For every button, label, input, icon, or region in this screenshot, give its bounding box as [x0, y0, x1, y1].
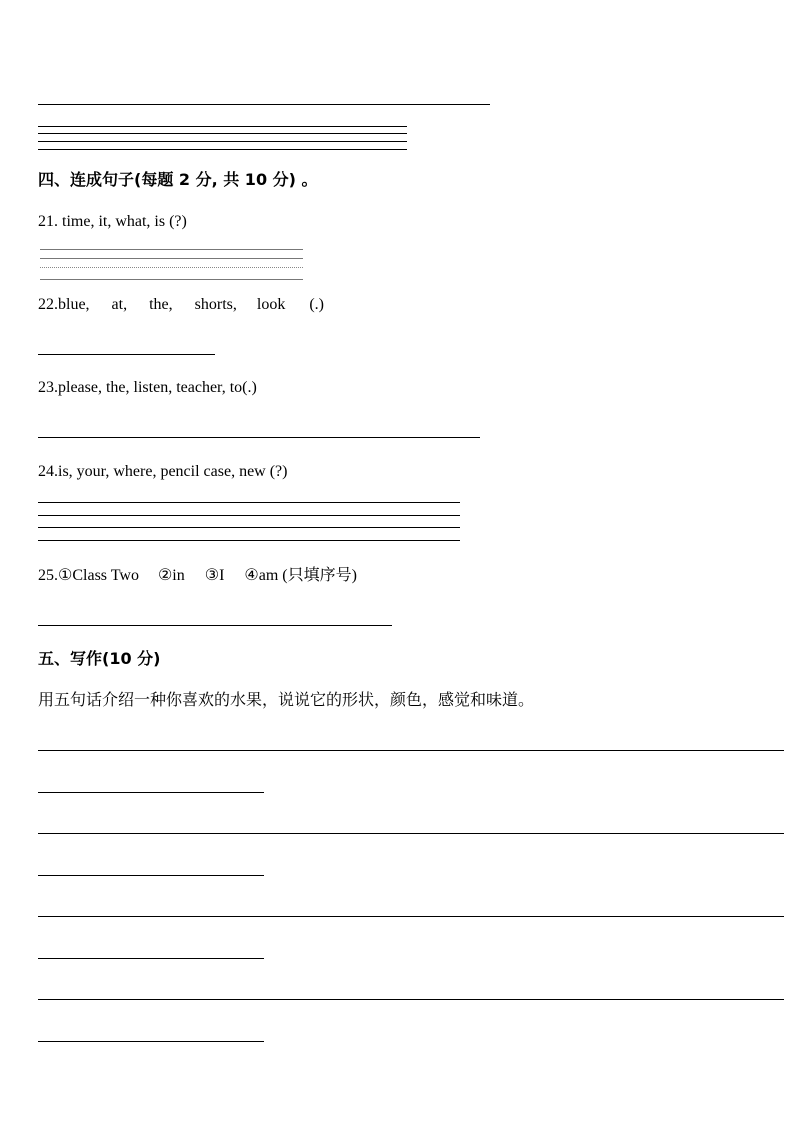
writing-line[interactable] [38, 916, 784, 917]
writing-line[interactable] [38, 999, 784, 1000]
question-number: 23 [38, 379, 54, 396]
answer-line[interactable] [40, 267, 303, 268]
answer-line[interactable] [38, 540, 460, 541]
question-22 [38, 295, 324, 315]
answer-line[interactable] [38, 527, 460, 528]
question-number: 24 [38, 463, 54, 480]
answer-line[interactable] [38, 149, 407, 150]
writing-line[interactable] [38, 792, 264, 793]
answer-line[interactable] [38, 104, 490, 105]
question-text: .is, your, where, pencil case, new (?) [54, 463, 288, 480]
question-24 [38, 462, 287, 482]
writing-line[interactable] [38, 1041, 264, 1042]
question-23 [38, 378, 257, 398]
writing-line[interactable] [38, 958, 264, 959]
answer-line[interactable] [38, 502, 460, 503]
question-number: 25 [38, 567, 54, 584]
answer-line[interactable] [38, 126, 407, 127]
answer-line[interactable] [40, 249, 303, 250]
writing-prompt: 用五句话介绍一种你喜欢的水果，说说它的形状，颜色，感觉和味道。 [38, 690, 535, 709]
question-21 [38, 212, 187, 232]
answer-line[interactable] [38, 515, 460, 516]
section-title: 五、写作(10 分) [38, 649, 161, 668]
word: the, [149, 296, 173, 313]
option: ④am (只填序号) [244, 567, 357, 584]
answer-line[interactable] [40, 279, 303, 280]
word: at, [111, 296, 128, 313]
question-text: . time, it, what, is (?) [54, 213, 187, 230]
option: ③I [204, 567, 225, 584]
word: look [256, 296, 286, 313]
word: .blue, [54, 296, 90, 313]
answer-line[interactable] [38, 354, 215, 355]
writing-line[interactable] [38, 875, 264, 876]
section-title: 四、连成句子(每题 2 分, 共 10 分) 。 [38, 170, 318, 189]
option: .①Class Two [54, 567, 139, 584]
answer-line[interactable] [38, 437, 480, 438]
question-25 [38, 566, 357, 586]
answer-line[interactable] [40, 258, 303, 259]
question-number: 21 [38, 213, 54, 230]
word: shorts, [194, 296, 237, 313]
word: (.) [309, 296, 324, 313]
writing-line[interactable] [38, 750, 784, 751]
option: ②in [157, 567, 185, 584]
answer-line[interactable] [38, 625, 392, 626]
answer-line[interactable] [38, 141, 407, 142]
writing-line[interactable] [38, 833, 784, 834]
question-number: 22 [38, 296, 54, 313]
answer-line[interactable] [38, 133, 407, 134]
question-text: .please, the, listen, teacher, to(.) [54, 379, 257, 396]
